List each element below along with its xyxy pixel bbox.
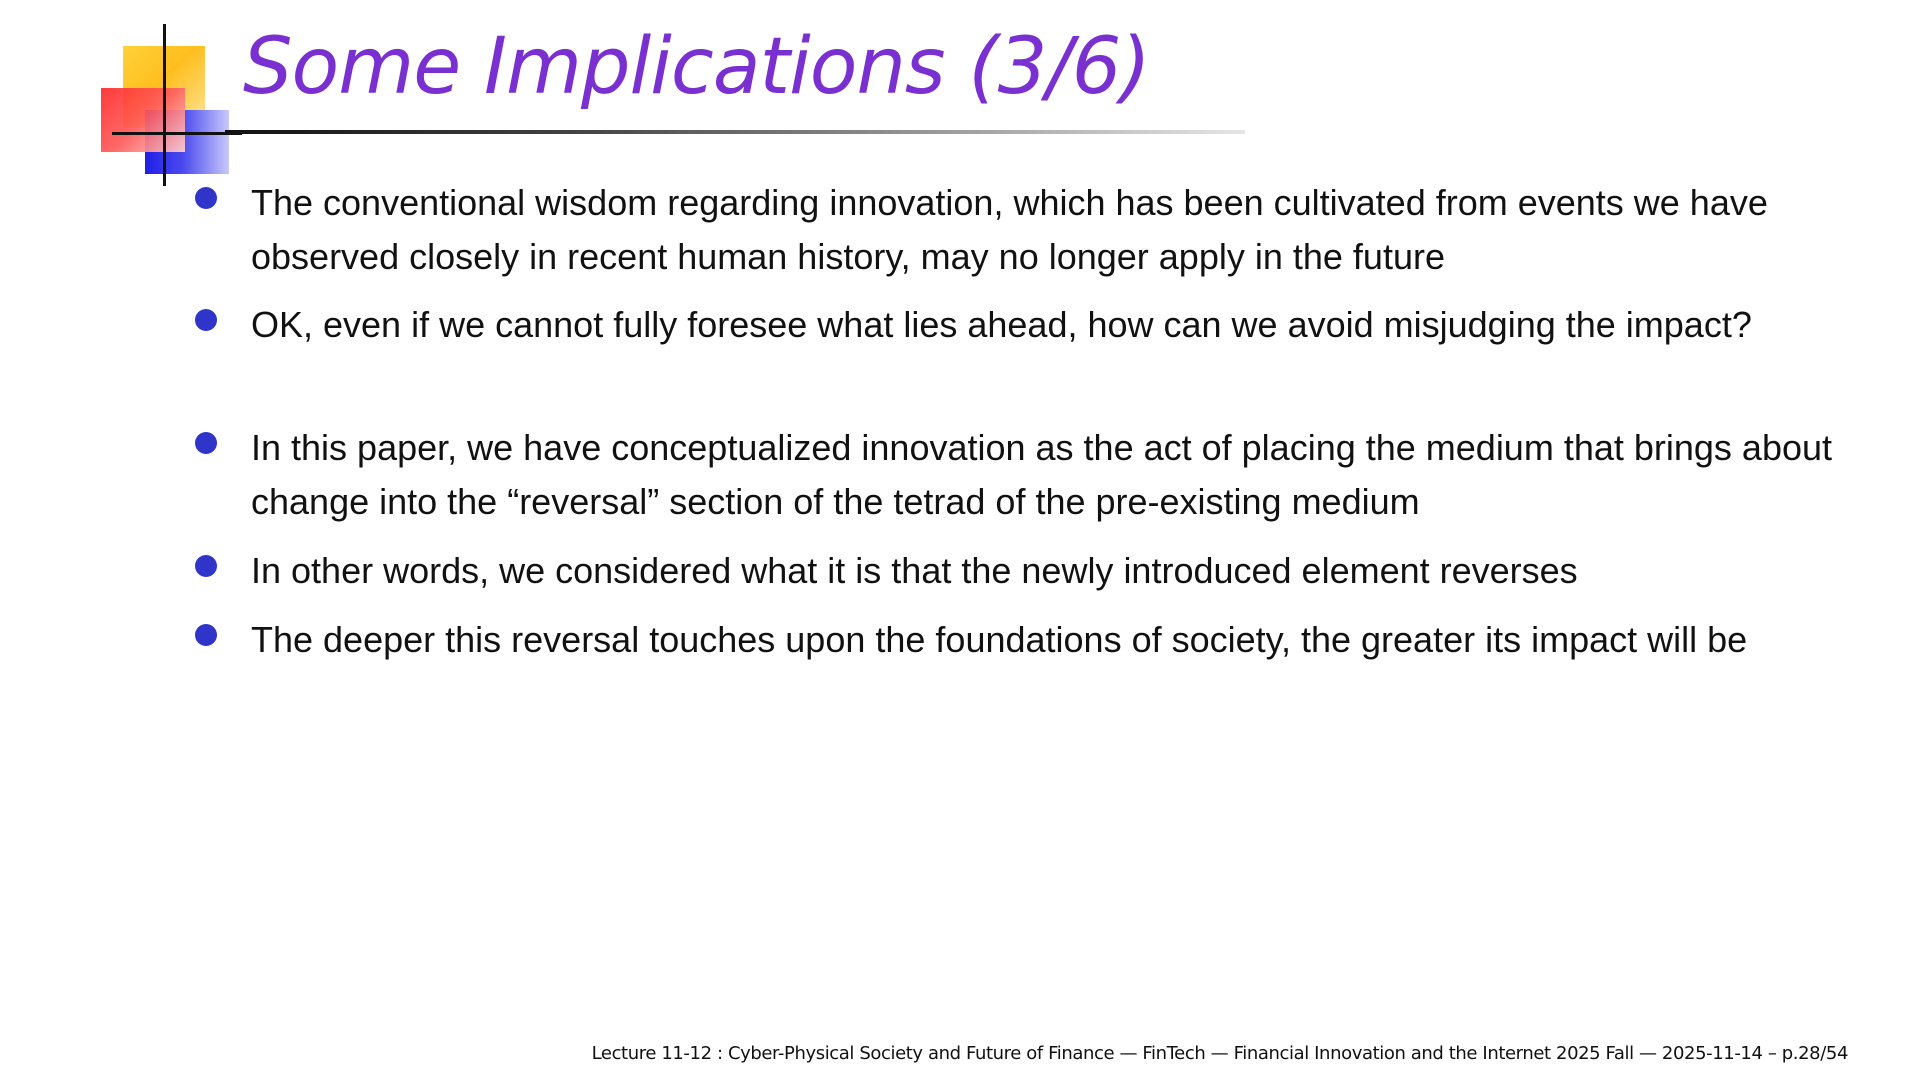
bullet-text: The deeper this reversal touches upon the foundations of society, the greater its impact will be bbox=[251, 619, 1748, 660]
bullet-item bbox=[195, 298, 1871, 352]
bullet-dot-icon bbox=[195, 555, 217, 577]
bullet-dot-icon bbox=[195, 432, 217, 454]
slide-logo-icon bbox=[0, 0, 240, 200]
bullet-text: In this paper, we have conceptualized innovation as the act of placing the medium that brings about change into the “reversal” section of the tetrad of the pre-existing medium bbox=[251, 427, 1833, 522]
bullet-item bbox=[195, 544, 1871, 598]
bullet-dot-icon bbox=[195, 187, 217, 209]
bullet-item bbox=[195, 176, 1871, 284]
title-underline bbox=[225, 130, 1245, 134]
logo-red-square bbox=[101, 88, 185, 152]
logo-vertical-line bbox=[163, 24, 166, 186]
bullet-text: In other words, we considered what it is that the newly introduced element reverses bbox=[251, 550, 1578, 591]
bullet-dot-icon bbox=[195, 309, 217, 331]
slide-footer: Lecture 11-12 : Cyber-Physical Society and Future of Finance — FinTech — Financial Innovation and the Internet 2025 Fall — 2025-11-14 – p.28/54 bbox=[591, 1043, 1848, 1064]
bullet-item bbox=[195, 613, 1871, 667]
bullet-dot-icon bbox=[195, 624, 217, 646]
bullet-item bbox=[195, 421, 1871, 529]
slide-title: Some Implications (3/6) bbox=[243, 22, 1150, 112]
bullet-text: OK, even if we cannot fully foresee what lies ahead, how can we avoid misjudging the impact? bbox=[251, 304, 1752, 345]
logo-horizontal-line bbox=[112, 132, 242, 135]
bullet-text: The conventional wisdom regarding innovation, which has been cultivated from events we have observed closely in recent human history, may no longer apply in the future bbox=[251, 182, 1768, 277]
